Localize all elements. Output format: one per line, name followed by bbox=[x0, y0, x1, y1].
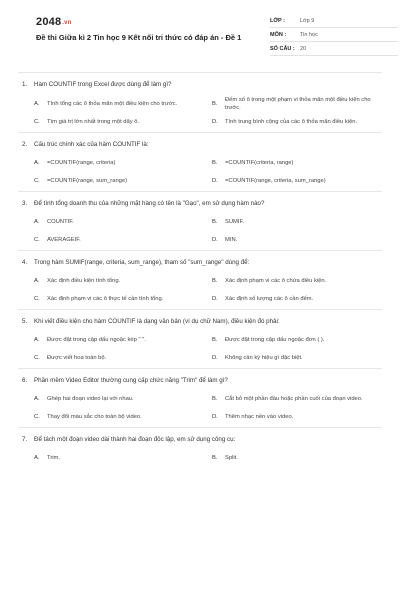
question-text: Để tính tổng doanh thu của những mặt hàng có tên là "Gạo", em sử dụng hàm nào? bbox=[34, 200, 265, 207]
option-text: AVERAGEIF. bbox=[47, 237, 81, 244]
option-text: Trim. bbox=[47, 455, 60, 462]
option-text: Được đặt trong cặp dấu ngoặc kép " ". bbox=[47, 337, 146, 344]
answer-option[interactable] bbox=[212, 291, 382, 309]
question-number: 3. bbox=[22, 200, 28, 207]
question-number: 1. bbox=[22, 81, 28, 88]
option-letter: D. bbox=[212, 414, 218, 421]
option-letter: B. bbox=[212, 396, 218, 403]
option-letter: C. bbox=[34, 296, 40, 303]
question-1 bbox=[18, 72, 382, 132]
answer-option[interactable] bbox=[34, 391, 204, 409]
option-letter: B. bbox=[212, 278, 218, 285]
answer-option[interactable] bbox=[212, 95, 382, 114]
question-text: Hàm COUNTIF trong Excel được dùng để làm gì? bbox=[34, 81, 172, 88]
question-6 bbox=[18, 368, 382, 427]
option-text: Tính tổng các ô thỏa mãn một điều kiện cho trước. bbox=[47, 100, 178, 107]
option-letter: C. bbox=[34, 119, 40, 126]
question-number: 4. bbox=[22, 259, 28, 266]
question-3 bbox=[18, 191, 382, 250]
question-text: Khi viết điều kiện cho hàm COUNTIF là dạng văn bản (ví dụ chữ Nam), điều kiện đó phải: bbox=[34, 318, 280, 325]
option-text: Xác định phạm vi các ô thực tế cần tính tổng. bbox=[47, 296, 164, 303]
answer-option[interactable] bbox=[34, 291, 204, 309]
question-header bbox=[18, 259, 382, 273]
option-text: Đếm số ô trong một phạm vi thỏa mãn một điều kiện cho trước. bbox=[225, 97, 371, 111]
option-letter: C. bbox=[34, 178, 40, 185]
answer-options bbox=[18, 391, 382, 427]
answer-option[interactable] bbox=[212, 114, 382, 132]
question-header bbox=[18, 318, 382, 332]
answer-option[interactable] bbox=[212, 214, 382, 232]
question-2 bbox=[18, 132, 382, 191]
option-letter: D. bbox=[212, 178, 218, 185]
option-letter: D. bbox=[212, 119, 218, 126]
option-letter: B. bbox=[212, 455, 218, 462]
option-letter: B. bbox=[212, 100, 218, 107]
exam-meta-table bbox=[270, 14, 398, 56]
answer-option[interactable] bbox=[34, 450, 204, 468]
question-header bbox=[18, 81, 382, 95]
question-number: 2. bbox=[22, 141, 28, 148]
page-header bbox=[18, 0, 382, 64]
answer-option[interactable] bbox=[212, 450, 382, 468]
question-text: Phần mềm Video Editor thường cung cấp chức năng "Trim" để làm gì? bbox=[34, 377, 228, 384]
option-letter: A. bbox=[34, 100, 40, 107]
answer-options bbox=[18, 332, 382, 368]
option-text: COUNTIF. bbox=[47, 219, 74, 226]
option-letter: D. bbox=[212, 237, 218, 244]
answer-options bbox=[18, 450, 382, 468]
option-letter: B. bbox=[212, 160, 218, 167]
question-header bbox=[18, 200, 382, 214]
answer-options bbox=[18, 155, 382, 191]
option-text: Xác định số lượng các ô cần đếm. bbox=[225, 296, 314, 303]
answer-option[interactable] bbox=[212, 232, 382, 250]
meta-row-count: SỐ CÂU : 20 bbox=[270, 42, 398, 56]
option-text: Ghép hai đoạn video lại với nhau. bbox=[47, 396, 134, 403]
question-5 bbox=[18, 309, 382, 368]
option-text: Thêm nhạc nền vào video. bbox=[225, 414, 294, 421]
option-letter: B. bbox=[212, 337, 218, 344]
exam-title: Đề thi Giữa kì 2 Tin học 9 Kết nối tri thức có đáp án - Đề 1 bbox=[36, 33, 242, 42]
option-text: Thay đổi màu sắc cho toàn bộ video. bbox=[47, 414, 142, 421]
question-list bbox=[18, 72, 382, 468]
option-text: Cắt bỏ một phần đầu hoặc phần cuối của đoạn video. bbox=[225, 396, 363, 403]
meta-row-class: LỚP : Lớp 9 bbox=[270, 14, 398, 28]
option-text: Xác định phạm vi các ô chứa điều kiện. bbox=[225, 278, 327, 285]
option-text: =COUNTIF(criteria, range) bbox=[225, 160, 294, 167]
option-letter: A. bbox=[34, 278, 40, 285]
question-number: 7. bbox=[22, 436, 28, 443]
answer-option[interactable] bbox=[34, 155, 204, 173]
answer-option[interactable] bbox=[212, 391, 382, 409]
option-text: MIN. bbox=[225, 237, 238, 244]
option-text: =COUNTIF(range, criteria, sum_range) bbox=[225, 178, 326, 185]
answer-options bbox=[18, 95, 382, 132]
answer-option[interactable] bbox=[212, 332, 382, 350]
answer-option[interactable] bbox=[34, 95, 204, 114]
answer-option[interactable] bbox=[34, 173, 204, 191]
option-text: Không cần ký hiệu gì đặc biệt. bbox=[225, 355, 303, 362]
answer-option[interactable] bbox=[34, 232, 204, 250]
answer-option[interactable] bbox=[212, 350, 382, 368]
option-letter: D. bbox=[212, 355, 218, 362]
question-number: 6. bbox=[22, 377, 28, 384]
option-letter: A. bbox=[34, 455, 40, 462]
answer-option[interactable] bbox=[34, 273, 204, 291]
option-letter: B. bbox=[212, 219, 218, 226]
option-text: Tìm giá trị lớn nhất trong một dãy ô. bbox=[47, 119, 140, 126]
meta-row-subject: MÔN : Tin học bbox=[270, 28, 398, 42]
option-letter: A. bbox=[34, 396, 40, 403]
question-number: 5. bbox=[22, 318, 28, 325]
option-text: Xác định điều kiện tính tổng. bbox=[47, 278, 121, 285]
answer-options bbox=[18, 214, 382, 250]
question-text: Trong hàm SUMIF(range, criteria, sum_range), tham số "sum_range" dùng để: bbox=[34, 259, 250, 266]
answer-option[interactable] bbox=[212, 173, 382, 191]
question-header bbox=[18, 436, 382, 450]
option-text: Được đặt trong cặp dấu ngoặc đơn ( ). bbox=[225, 337, 325, 344]
option-letter: A. bbox=[34, 219, 40, 226]
option-letter: A. bbox=[34, 337, 40, 344]
option-text: =COUNTIF(range, criteria) bbox=[47, 160, 116, 167]
option-letter: D. bbox=[212, 296, 218, 303]
answer-option[interactable] bbox=[34, 350, 204, 368]
answer-option[interactable] bbox=[212, 155, 382, 173]
option-letter: C. bbox=[34, 355, 40, 362]
question-header bbox=[18, 377, 382, 391]
question-text: Cấu trúc chính xác của hàm COUNTIF là: bbox=[34, 141, 149, 148]
option-text: Split. bbox=[225, 455, 238, 462]
question-text: Để tách một đoạn video dài thành hai đoạn độc lập, em sử dụng công cụ: bbox=[34, 436, 236, 443]
site-logo[interactable]: 2048.vn bbox=[36, 16, 72, 28]
option-text: SUMIF. bbox=[225, 219, 245, 226]
option-letter: C. bbox=[34, 414, 40, 421]
option-letter: C. bbox=[34, 237, 40, 244]
answer-option[interactable] bbox=[212, 409, 382, 427]
option-text: =COUNTIF(range, sum_range) bbox=[47, 178, 128, 185]
answer-option[interactable] bbox=[34, 114, 204, 132]
answer-option[interactable] bbox=[212, 273, 382, 291]
question-4 bbox=[18, 250, 382, 309]
option-text: Tính trung bình cộng của các ô thỏa mãn điều kiện. bbox=[225, 119, 358, 126]
answer-options bbox=[18, 273, 382, 309]
option-text: Được viết hoa toàn bộ. bbox=[47, 355, 107, 362]
option-letter: A. bbox=[34, 160, 40, 167]
answer-option[interactable] bbox=[34, 214, 204, 232]
question-header bbox=[18, 141, 382, 155]
answer-option[interactable] bbox=[34, 409, 204, 427]
question-7 bbox=[18, 427, 382, 468]
answer-option[interactable] bbox=[34, 332, 204, 350]
